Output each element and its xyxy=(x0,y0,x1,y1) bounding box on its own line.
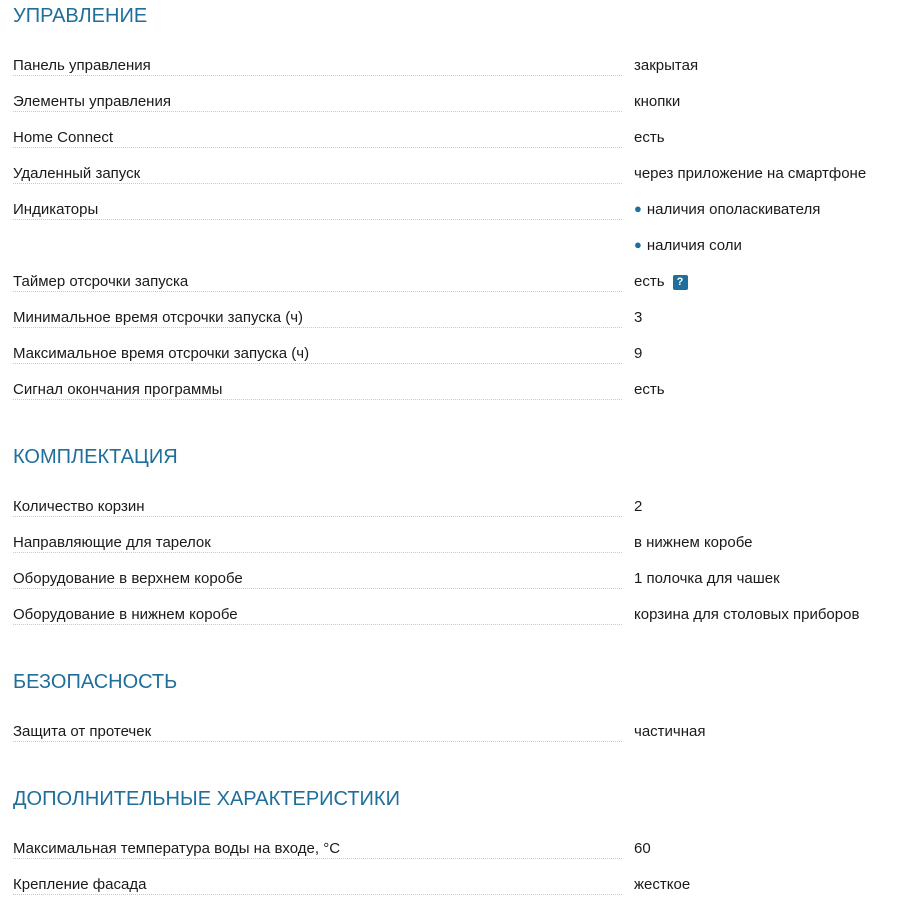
spec-value: есть xyxy=(634,129,665,146)
spec-label: Удаленный запуск xyxy=(13,165,148,183)
section-title-control: УПРАВЛЕНИЕ xyxy=(13,5,148,27)
spec-label: Защита от протечек xyxy=(13,723,159,741)
spec-row xyxy=(0,372,899,408)
spec-value: в нижнем коробе xyxy=(634,534,753,551)
bullet-icon: ● xyxy=(634,201,642,216)
spec-row xyxy=(0,597,899,633)
spec-value: закрытая xyxy=(634,57,699,74)
spec-label: Сигнал окончания программы xyxy=(13,381,230,399)
spec-row xyxy=(0,489,899,525)
dotted-leader xyxy=(13,552,622,553)
spec-row xyxy=(0,714,899,750)
spec-label: Панель управления xyxy=(13,57,159,75)
spec-label: Крепление фасада xyxy=(13,876,154,894)
spec-row xyxy=(0,156,899,192)
dotted-leader xyxy=(13,75,622,76)
spec-value xyxy=(634,192,820,228)
dotted-leader xyxy=(13,291,622,292)
spec-value: 1 полочка для чашек xyxy=(634,570,780,587)
dotted-leader xyxy=(13,741,622,742)
dotted-leader xyxy=(13,363,622,364)
section-title-extra: ДОПОЛНИТЕЛЬНЫЕ ХАРАКТЕРИСТИКИ xyxy=(13,788,400,810)
spec-label: Максимальное время отсрочки запуска (ч) xyxy=(13,345,317,363)
spec-value-text: есть xyxy=(634,273,665,290)
dotted-leader xyxy=(13,858,622,859)
spec-row xyxy=(0,192,899,228)
spec-row xyxy=(0,120,899,156)
dotted-leader xyxy=(13,111,622,112)
spec-value: есть xyxy=(634,381,665,398)
spec-value-text: наличия ополаскивателя xyxy=(646,201,821,218)
dotted-leader xyxy=(13,588,622,589)
bullet-icon: ● xyxy=(634,237,642,252)
dotted-leader xyxy=(13,624,622,625)
spec-value: жесткое xyxy=(634,876,691,893)
spec-row xyxy=(0,300,899,336)
spec-value-text: наличия соли xyxy=(646,237,742,254)
dotted-leader xyxy=(13,399,622,400)
spec-row xyxy=(0,336,899,372)
dotted-leader xyxy=(13,183,622,184)
spec-label: Оборудование в верхнем коробе xyxy=(13,570,251,588)
spec-label: Максимальная температура воды на входе, °C xyxy=(13,840,348,858)
spec-row xyxy=(0,561,899,597)
spec-value: кнопки xyxy=(634,93,681,110)
spec-value xyxy=(634,228,742,264)
spec-label: Home Connect xyxy=(13,129,121,147)
dotted-leader xyxy=(13,327,622,328)
spec-row xyxy=(0,867,899,903)
spec-row xyxy=(0,831,899,867)
spec-row xyxy=(0,264,899,300)
spec-row xyxy=(0,228,899,264)
section-title-equipment: КОМПЛЕКТАЦИЯ xyxy=(13,446,178,468)
spec-value: 9 xyxy=(634,345,643,362)
spec-row xyxy=(0,48,899,84)
spec-label: Оборудование в нижнем коробе xyxy=(13,606,246,624)
spec-value: 3 xyxy=(634,309,643,326)
spec-value xyxy=(634,264,688,300)
spec-value: частичная xyxy=(634,723,706,740)
spec-value: 2 xyxy=(634,498,643,515)
spec-label: Таймер отсрочки запуска xyxy=(13,273,196,291)
spec-label: Количество корзин xyxy=(13,498,153,516)
section-title-safety: БЕЗОПАСНОСТЬ xyxy=(13,671,178,693)
dotted-leader xyxy=(13,219,622,220)
dotted-leader xyxy=(13,147,622,148)
spec-value: через приложение на смартфоне xyxy=(634,165,867,182)
help-icon[interactable]: ? xyxy=(673,275,688,290)
spec-value: корзина для столовых приборов xyxy=(634,606,860,623)
spec-label: Индикаторы xyxy=(13,201,106,219)
dotted-leader xyxy=(13,516,622,517)
spec-label: Направляющие для тарелок xyxy=(13,534,219,552)
spec-value: 60 xyxy=(634,840,651,857)
spec-row xyxy=(0,525,899,561)
spec-label: Минимальное время отсрочки запуска (ч) xyxy=(13,309,311,327)
dotted-leader xyxy=(13,894,622,895)
spec-row xyxy=(0,84,899,120)
spec-label: Элементы управления xyxy=(13,93,179,111)
